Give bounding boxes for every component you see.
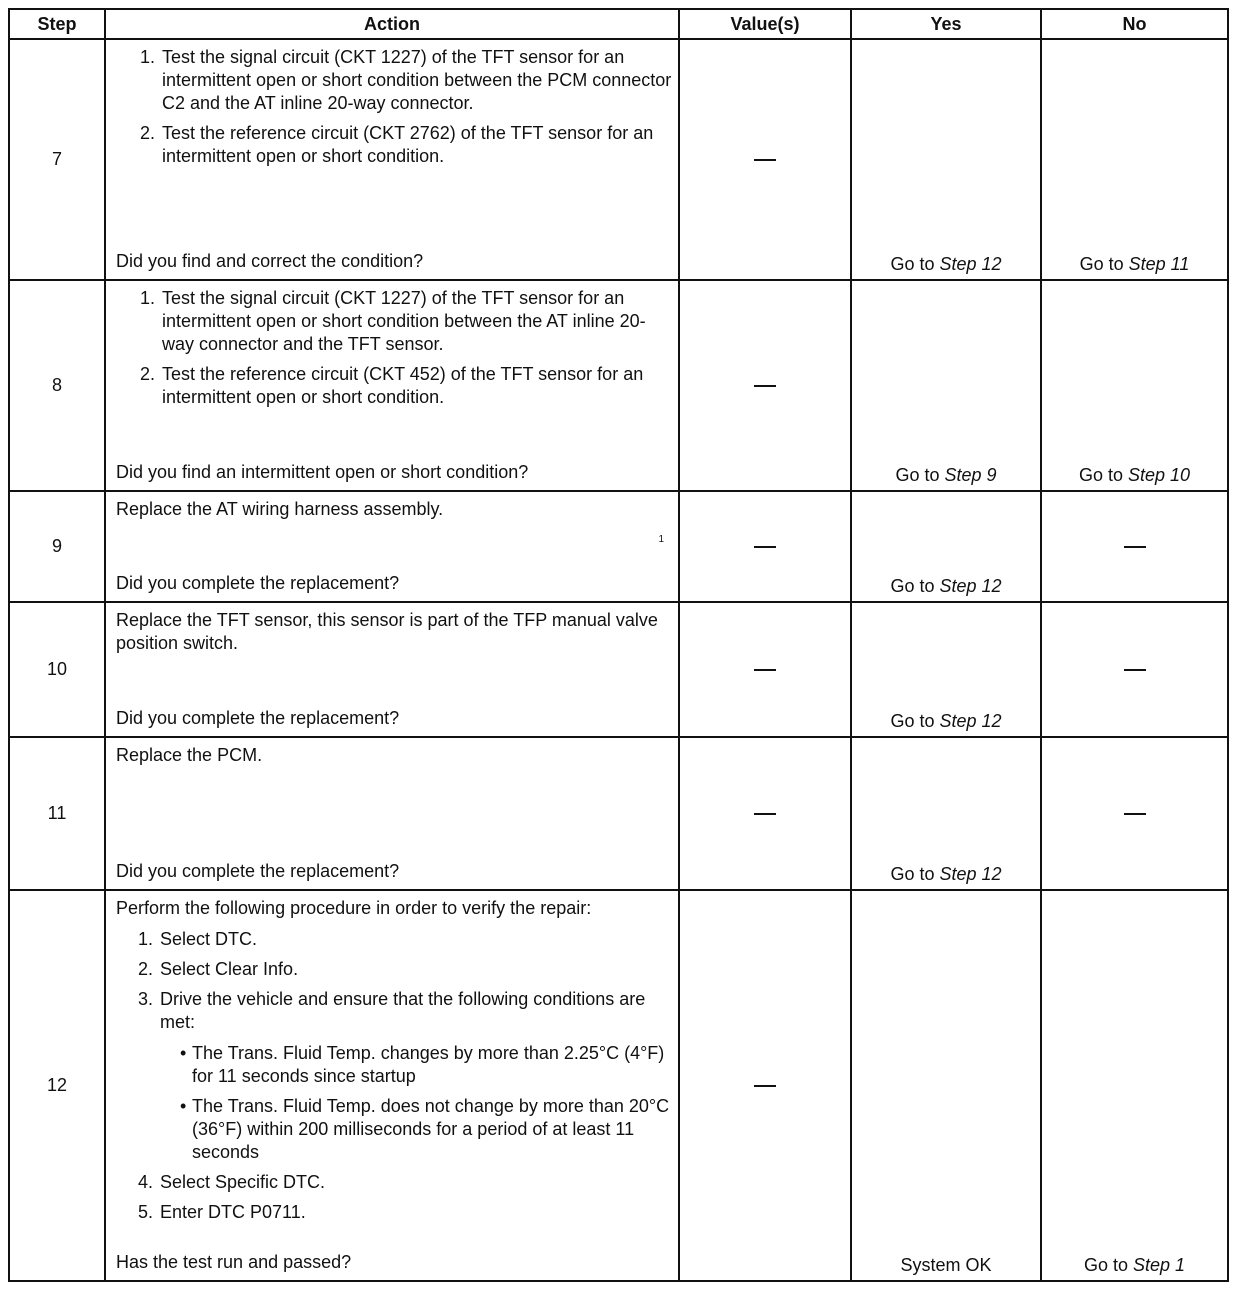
action-cell — [105, 890, 679, 1281]
dash-mark — [754, 1085, 776, 1087]
yes-cell: Go to Step 12 — [851, 737, 1041, 890]
action-text: Replace the AT wiring harness assembly. — [116, 499, 444, 519]
table-row — [9, 602, 1228, 737]
value-cell — [679, 39, 851, 280]
action-cell — [105, 602, 679, 737]
list-item: 3. Drive the vehicle and ensure that the following conditions are met: • The Trans. Fluid Temp. changes by more than 2.25°C (4°F) for 11 seconds since startup • The Trans. Fluid Temp. does not change by more than 20°C (36°F) within 200 milliseconds for a period of at least 11 seconds — [158, 988, 672, 1164]
step-reference: Step 11 — [1128, 254, 1190, 274]
action-cell — [105, 491, 679, 602]
step-number: 11 — [9, 737, 105, 890]
list-item: 2. Select Clear Info. — [158, 958, 672, 981]
step-number: 12 — [9, 890, 105, 1281]
condition-item: • The Trans. Fluid Temp. changes by more than 2.25°C (4°F) for 11 seconds since startup — [180, 1042, 672, 1088]
header-values: Value(s) — [679, 9, 851, 39]
action-question: Did you find an intermittent open or short condition? — [116, 462, 529, 482]
list-item: 1. Test the signal circuit (CKT 1227) of the TFT sensor for an intermittent open or short condition between the AT inline 20-way connector and the TFT sensor. — [160, 287, 672, 356]
step-number: 9 — [9, 491, 105, 602]
no-cell: Go to Step 10 — [1041, 280, 1228, 491]
action-question: Did you complete the replacement? — [116, 573, 400, 593]
table-row — [9, 39, 1228, 280]
step-reference: Step 12 — [939, 711, 1002, 731]
header-action: Action — [105, 9, 679, 39]
value-cell — [679, 491, 851, 602]
action-question: Did you find and correct the condition? — [116, 251, 424, 271]
no-cell: Go to Step 11 — [1041, 39, 1228, 280]
header-yes: Yes — [851, 9, 1041, 39]
dash-mark — [1124, 813, 1146, 815]
dash-mark — [1124, 669, 1146, 671]
step-reference: Step 1 — [1132, 1255, 1186, 1275]
value-cell — [679, 737, 851, 890]
list-item: 2. Test the reference circuit (CKT 452) of the TFT sensor for an intermittent open or short condition. — [160, 363, 672, 409]
yes-cell: Go to Step 9 — [851, 280, 1041, 491]
table-row — [9, 280, 1228, 491]
list-item: 5. Enter DTC P0711. — [158, 1201, 672, 1224]
dash-mark — [754, 385, 776, 387]
list-item: 2. Test the reference circuit (CKT 2762) of the TFT sensor for an intermittent open or short condition. — [160, 122, 672, 168]
action-question: Did you complete the replacement? — [116, 708, 400, 728]
no-cell — [1041, 491, 1228, 602]
header-no: No — [1041, 9, 1228, 39]
action-steps — [116, 928, 672, 1224]
table-row — [9, 737, 1228, 890]
dash-mark — [754, 669, 776, 671]
step-reference: Step 9 — [944, 465, 997, 485]
step-number: 10 — [9, 602, 105, 737]
step-reference: Step 12 — [939, 254, 1002, 274]
stray-mark: 1 — [658, 534, 664, 545]
dash-mark — [1124, 546, 1146, 548]
table-row — [9, 890, 1228, 1281]
header-step: Step — [9, 9, 105, 39]
dash-mark — [754, 813, 776, 815]
action-cell — [105, 280, 679, 491]
value-cell — [679, 280, 851, 491]
no-cell: Go to Step 1 — [1041, 890, 1228, 1281]
condition-item: • The Trans. Fluid Temp. does not change by more than 20°C (36°F) within 200 milliseconds for a period of at least 11 seconds — [180, 1095, 672, 1164]
result-text: System OK — [900, 1255, 992, 1275]
action-steps — [116, 287, 672, 416]
action-intro: Perform the following procedure in order to verify the repair: — [116, 898, 592, 918]
dash-mark — [754, 159, 776, 161]
step-reference: Step 12 — [939, 576, 1002, 596]
table-row — [9, 491, 1228, 602]
yes-cell: Go to Step 12 — [851, 602, 1041, 737]
list-item: 1. Select DTC. — [158, 928, 672, 951]
no-cell — [1041, 737, 1228, 890]
action-question: Has the test run and passed? — [116, 1252, 352, 1272]
list-item: 1. Test the signal circuit (CKT 1227) of the TFT sensor for an intermittent open or short condition between the PCM connector C2 and the AT inline 20-way connector. — [160, 46, 672, 115]
step-reference: Step 10 — [1127, 465, 1191, 485]
step-number: 7 — [9, 39, 105, 280]
no-cell — [1041, 602, 1228, 737]
header-row — [9, 9, 1228, 39]
action-cell — [105, 737, 679, 890]
yes-cell — [851, 890, 1041, 1281]
action-question: Did you complete the replacement? — [116, 861, 400, 881]
step-reference: Step 12 — [939, 864, 1002, 884]
yes-cell: Go to Step 12 — [851, 39, 1041, 280]
action-cell — [105, 39, 679, 280]
yes-cell: Go to Step 12 — [851, 491, 1041, 602]
value-cell — [679, 602, 851, 737]
value-cell — [679, 890, 851, 1281]
diagnostic-table — [8, 8, 1229, 1282]
action-text: Replace the TFT sensor, this sensor is part of the TFP manual valve position switch. — [116, 610, 658, 653]
action-steps — [116, 46, 672, 175]
dash-mark — [754, 546, 776, 548]
step-number: 8 — [9, 280, 105, 491]
list-item: 4. Select Specific DTC. — [158, 1171, 672, 1194]
condition-list — [160, 1042, 672, 1164]
action-text: Replace the PCM. — [116, 745, 263, 765]
